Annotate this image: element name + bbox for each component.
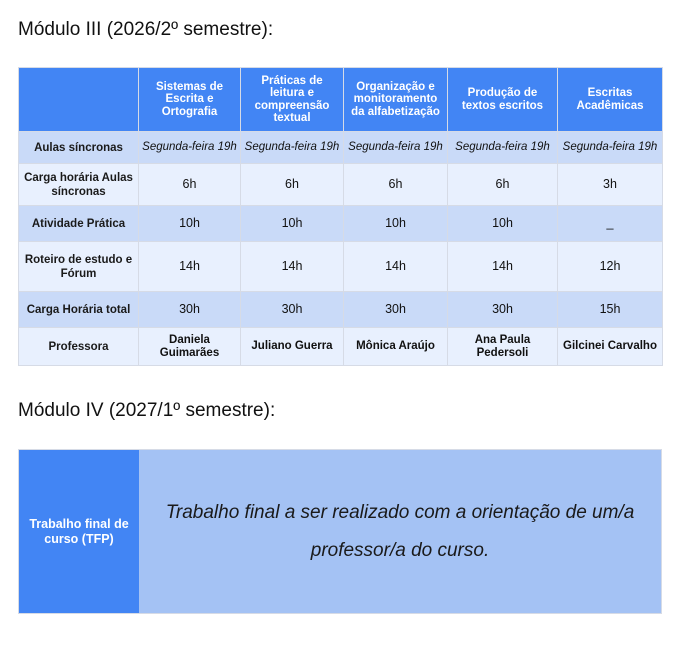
table-cell: 14h xyxy=(139,242,241,292)
table-cell: _ xyxy=(558,206,663,242)
module-4-table xyxy=(18,449,662,614)
table-cell: 30h xyxy=(241,292,344,328)
table-cell: Segunda-feira 19h xyxy=(344,132,448,164)
table-cell: Segunda-feira 19h xyxy=(241,132,344,164)
row-label: Roteiro de estudo e Fórum xyxy=(19,242,139,292)
table-row xyxy=(19,206,663,242)
table-cell: Juliano Guerra xyxy=(241,328,344,366)
table-cell: Segunda-feira 19h xyxy=(558,132,663,164)
module-4-title: Módulo IV (2027/1º semestre): xyxy=(18,400,276,421)
table-cell: Mônica Araújo xyxy=(344,328,448,366)
table-row xyxy=(19,132,663,164)
table-cell: 14h xyxy=(344,242,448,292)
table-cell: 10h xyxy=(448,206,558,242)
row-label: Professora xyxy=(19,328,139,366)
row-label: Carga horária Aulas síncronas xyxy=(19,164,139,206)
column-header: Práticas de leitura e compreensão textual xyxy=(241,68,344,132)
table-cell: 6h xyxy=(344,164,448,206)
tfp-label: Trabalho final de curso (TFP) xyxy=(19,450,139,613)
table-cell: 3h xyxy=(558,164,663,206)
table-row xyxy=(19,328,663,366)
row-label: Atividade Prática xyxy=(19,206,139,242)
table-cell: 15h xyxy=(558,292,663,328)
table-cell: Daniela Guimarães xyxy=(139,328,241,366)
table-row xyxy=(19,242,663,292)
module-3-table xyxy=(18,67,663,366)
table-cell: 10h xyxy=(139,206,241,242)
column-header: Produção de textos escritos xyxy=(448,68,558,132)
table-cell: Segunda-feira 19h xyxy=(139,132,241,164)
table-cell: Segunda-feira 19h xyxy=(448,132,558,164)
table-cell: 12h xyxy=(558,242,663,292)
table-cell: Ana Paula Pedersoli xyxy=(448,328,558,366)
module-3-title: Módulo III (2026/2º semestre): xyxy=(18,19,274,40)
column-header: Sistemas de Escrita e Ortografia xyxy=(139,68,241,132)
table-cell: 30h xyxy=(448,292,558,328)
row-label: Aulas síncronas xyxy=(19,132,139,164)
table-cell: Gilcinei Carvalho xyxy=(558,328,663,366)
table-cell: 30h xyxy=(139,292,241,328)
table-cell: 14h xyxy=(241,242,344,292)
table-cell: 6h xyxy=(448,164,558,206)
column-header: Escritas Acadêmicas xyxy=(558,68,663,132)
row-label: Carga Horária total xyxy=(19,292,139,328)
table-cell: 6h xyxy=(139,164,241,206)
table-row xyxy=(19,292,663,328)
table-row xyxy=(19,164,663,206)
table-cell: 10h xyxy=(241,206,344,242)
table-cell: 6h xyxy=(241,164,344,206)
header-corner-cell xyxy=(19,68,139,132)
table-cell: 10h xyxy=(344,206,448,242)
table-cell: 30h xyxy=(344,292,448,328)
column-header: Organização e monitoramento da alfabetização xyxy=(344,68,448,132)
table-header-row xyxy=(19,68,663,132)
table-cell: 14h xyxy=(448,242,558,292)
tfp-description: Trabalho final a ser realizado com a orientação de um/a professor/a do curso. xyxy=(139,450,661,613)
